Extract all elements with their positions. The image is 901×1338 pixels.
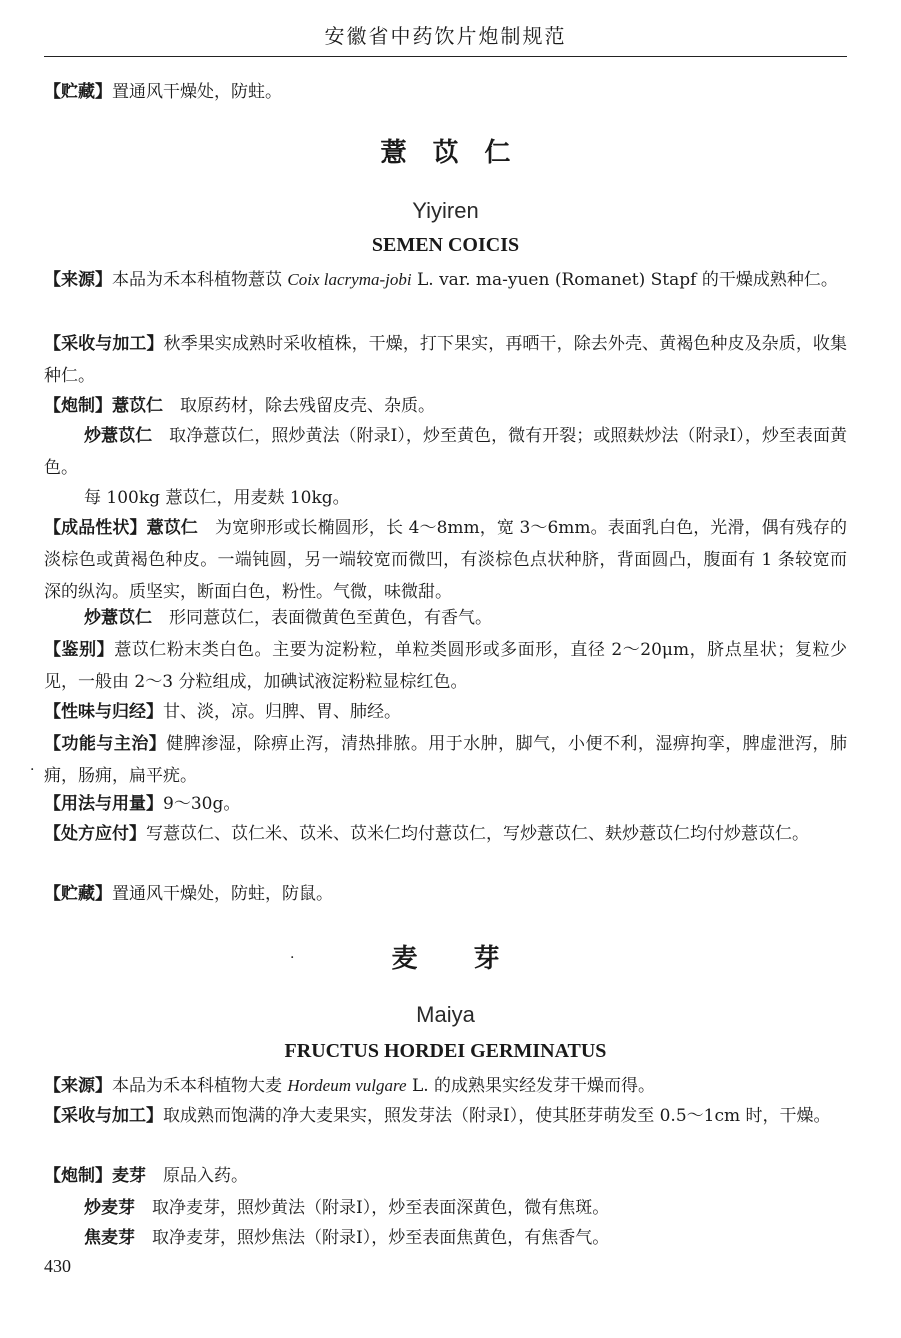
- entry2-title-latin: FRUCTUS HORDEI GERMINATUS: [284, 1040, 607, 1062]
- entry1-process-fried: [44, 420, 847, 484]
- traits-fried-name: 炒薏苡仁: [84, 608, 152, 628]
- entry2-source: [44, 1070, 847, 1102]
- entry2-process-burnt: [44, 1222, 847, 1254]
- function-text: 健脾渗湿，除痹止泻，清热排脓。用于水肿，脚气，小便不利，湿痹拘挛，脾虚泄泻，肺痈，肠痈，扁平疣。: [44, 734, 848, 786]
- process-fried-text: 取净薏苡仁，照炒黄法（附录Ⅰ），炒至黄色，微有开裂；或照麸炒法（附录Ⅰ），炒至表面黄色。: [44, 426, 847, 478]
- harvest-label: 【采收与加工】: [44, 1106, 163, 1126]
- traits-name: 薏苡仁: [146, 518, 198, 538]
- function-label: 【功能与主治】: [44, 734, 167, 754]
- prescription-text: 写薏苡仁、苡仁米、苡米、苡米仁均付薏苡仁，写炒薏苡仁、麸炒薏苡仁均付炒薏苡仁。: [146, 824, 809, 844]
- entry2-process-fried: [44, 1192, 847, 1224]
- entry1-process: [44, 390, 847, 422]
- traits-text: 为宽卵形或长椭圆形，长 4～8mm，宽 3～6mm。表面乳白色，光滑，偶有残存的淡棕色或黄褐色种皮。一端钝圆，另一端较宽而微凹，有淡棕色点状种脐，背面圆凸，腹面有 1 条较宽而深的纵沟。质坚实，断面白色，粉性。气微，味微甜。: [44, 518, 847, 602]
- entry1-title-pinyin: Yiyiren: [412, 198, 479, 223]
- storage-text: 置通风干燥处，防蛀，防鼠。: [112, 884, 333, 904]
- storage-label: 【贮藏】: [44, 82, 112, 102]
- header-rule: [44, 56, 847, 57]
- source-post: L. var. ma-yuen (Romanet) Stapf 的干燥成熟种仁。: [411, 270, 838, 290]
- entry1-nature: [44, 696, 847, 728]
- entry2-process: [44, 1160, 847, 1192]
- process-fried-name: 炒麦芽: [84, 1198, 135, 1218]
- entry1-prescription: [44, 818, 847, 850]
- source-pre: 本品为禾本科植物大麦: [112, 1076, 288, 1096]
- process-fried-text: 取净麦芽，照炒黄法（附录Ⅰ），炒至表面深黄色，微有焦斑。: [135, 1198, 610, 1218]
- entry1-storage: [44, 878, 847, 910]
- process-name: 薏苡仁: [112, 396, 163, 416]
- entry1-source: [44, 264, 847, 296]
- nature-text: 甘、淡，凉。归脾、胃、肺经。: [163, 702, 401, 722]
- process-burnt-name: 焦麦芽: [84, 1228, 135, 1248]
- harvest-label: 【采收与加工】: [44, 334, 164, 354]
- margin-mark: ·: [30, 762, 35, 778]
- margin-mark: ·: [290, 950, 295, 966]
- entry2-title-pinyin: Maiya: [416, 1002, 475, 1027]
- process-name: 麦芽: [112, 1166, 146, 1186]
- prescription-label: 【处方应付】: [44, 824, 146, 844]
- entry1-dosage: [44, 788, 847, 820]
- page-number: 430: [44, 1256, 71, 1276]
- identify-label: 【鉴别】: [44, 640, 115, 660]
- process-fried-name: 炒薏苡仁: [84, 426, 153, 446]
- process-label: 【炮制】: [44, 1166, 112, 1186]
- entry1-function: [44, 728, 847, 792]
- running-header: 安徽省中药饮片炮制规范: [324, 24, 567, 48]
- traits-label: 【成品性状】: [44, 518, 147, 538]
- entry1-traits: [44, 512, 847, 608]
- harvest-text: 取成熟而饱满的净大麦果实，照发芽法（附录Ⅰ），使其胚芽萌发至 0.5～1cm 时，干燥。: [163, 1106, 831, 1126]
- dosage-label: 【用法与用量】: [44, 794, 163, 814]
- entry1-title-cn: 薏苡仁: [380, 138, 537, 168]
- traits-fried-text: 形同薏苡仁，表面微黄色至黄色，有香气。: [152, 608, 492, 628]
- source-latin: Hordeum vulgare: [287, 1076, 407, 1095]
- dosage-text: 9～30g。: [163, 794, 241, 814]
- entry1-identify: [44, 634, 847, 698]
- process-label: 【炮制】: [44, 396, 112, 416]
- storage-label: 【贮藏】: [44, 884, 112, 904]
- entry1-process-ratio: 每 100kg 薏苡仁，用麦麸 10kg。: [84, 488, 350, 508]
- process-burnt-text: 取净麦芽，照炒焦法（附录Ⅰ），炒至表面焦黄色，有焦香气。: [135, 1228, 610, 1248]
- entry1-title-latin: SEMEN COICIS: [371, 234, 520, 256]
- source-latin: Coix lacryma-jobi: [287, 270, 412, 289]
- source-label: 【来源】: [44, 1076, 112, 1096]
- nature-label: 【性味与归经】: [44, 702, 163, 722]
- entry1-harvest: [44, 328, 847, 392]
- source-label: 【来源】: [44, 270, 112, 290]
- source-post: L. 的成熟果实经发芽干燥而得。: [406, 1076, 656, 1096]
- process-text: 取原药材，除去残留皮壳、杂质。: [163, 396, 435, 416]
- process-text: 原品入药。: [146, 1166, 248, 1186]
- source-pre: 本品为禾本科植物薏苡: [112, 270, 288, 290]
- entry2-harvest: [44, 1100, 847, 1132]
- storage-text: 置通风干燥处，防蛀。: [112, 82, 282, 102]
- top-storage: [44, 76, 847, 108]
- entry1-traits-fried: [44, 602, 847, 634]
- entry2-title-cn: 麦芽: [391, 944, 556, 974]
- identify-text: 薏苡仁粉末类白色。主要为淀粉粒，单粒类圆形或多面形，直径 2～20μm，脐点星状；复粒少见，一般由 2～3 分粒组成，加碘试液淀粉粒显棕红色。: [44, 640, 847, 692]
- harvest-text: 秋季果实成熟时采收植株，干燥，打下果实，再晒干，除去外壳、黄褐色种皮及杂质，收集种仁。: [44, 334, 847, 386]
